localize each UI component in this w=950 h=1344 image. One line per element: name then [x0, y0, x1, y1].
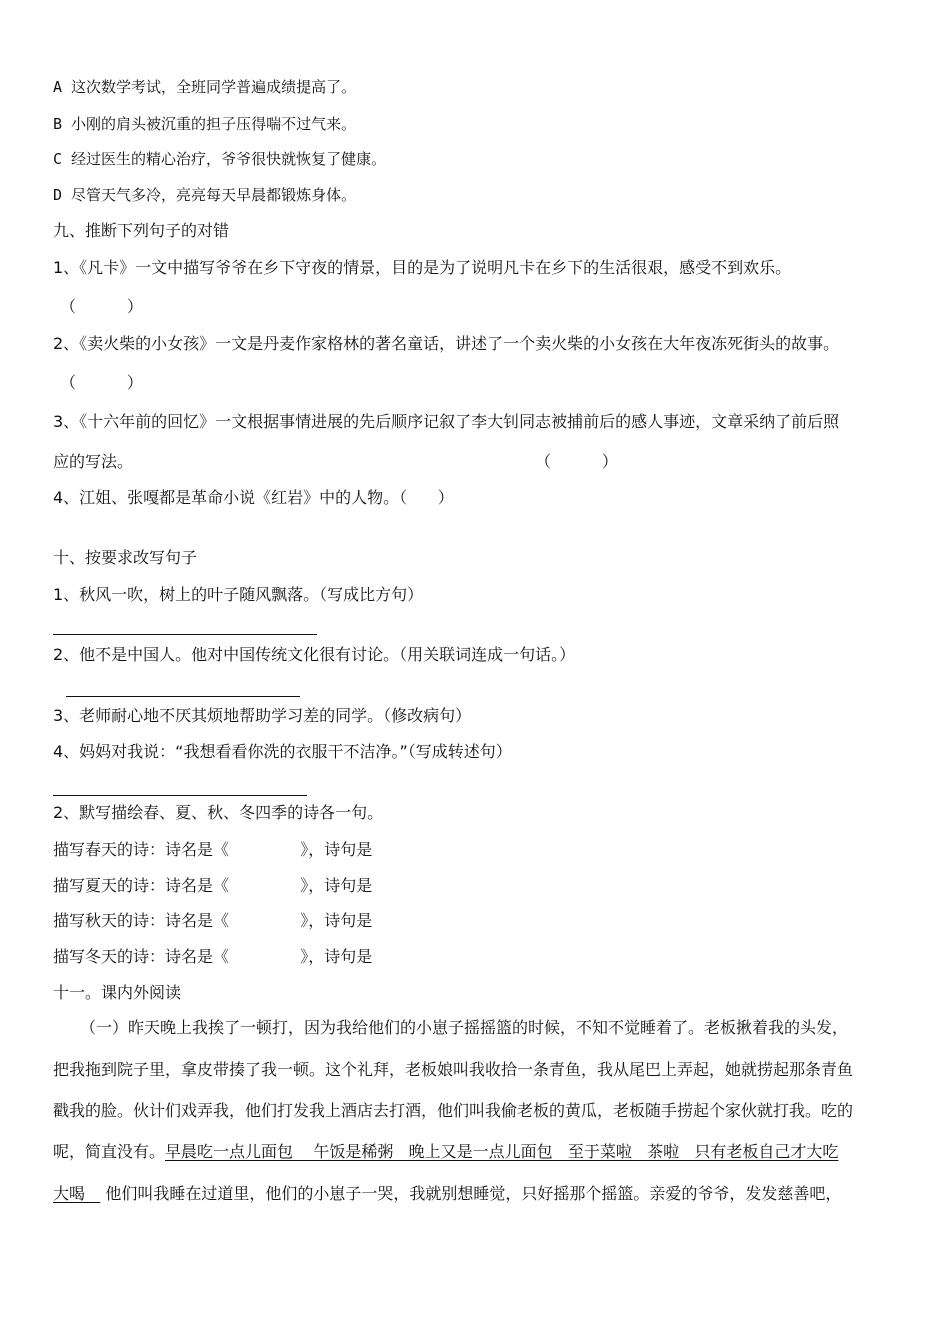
punctuation-blank-text[interactable]: 早晨吃一点儿面包 午饭是稀粥 晚上又是一点儿面包 至于菜啦 茶啦 只有老板自己才大吃 — [165, 1142, 839, 1161]
section-9-q1-answer-paren[interactable]: （ ） — [60, 297, 143, 316]
section-10-q4: 4、妈妈对我说：“我想看看你洗的衣服干不洁净。”（写成转述句） — [53, 742, 512, 761]
section-10-q3: 3、老师耐心地不厌其烦地帮助学习差的同学。（修改病句） — [53, 706, 472, 725]
section-11-title: 十一。课内外阅读 — [53, 983, 182, 1002]
option-d: D 尽管天气多冷，亮亮每天早晨都锻炼身体。 — [53, 186, 357, 204]
section-10-q2: 2、他不是中国人。他对中国传统文化很有讨论。（用关联词连成一句话。） — [53, 645, 576, 664]
poem-spring: 描写春天的诗：诗名是《 》，诗句是 — [53, 840, 373, 859]
section-10-q1: 1、秋风一吹，树上的叶子随风飘落。（写成比方句） — [53, 585, 424, 604]
section-10-q5: 2、默写描绘春、夏、秋、冬四季的诗各一句。 — [53, 803, 384, 822]
reading-text: 呢，简直没有。 — [53, 1142, 166, 1161]
punctuation-blank-text[interactable]: 大喝 — [53, 1184, 101, 1203]
answer-line[interactable] — [66, 696, 300, 697]
reading-paragraph-line-1: （一）昨天晚上我挨了一顿打，因为我给他们的小崽子摇摇篮的时候，不知不觉睡着了。老板揪着我的头发， — [80, 1018, 849, 1037]
section-9-q3-line1: 3、《十六年前的回忆》一文根据事情进展的先后顺序记叙了李大钊同志被捕前后的感人事迹，文章采纳了前后照 — [53, 412, 840, 431]
section-9-title: 九、推断下列句子的对错 — [53, 221, 230, 240]
option-c: C 经过医生的精心治疗，爷爷很快就恢复了健康。 — [53, 150, 387, 168]
section-9-q1: 1、《凡卡》一文中描写爷爷在乡下守夜的情景，目的是为了说明凡卡在乡下的生活很艰，感受不到欢乐。 — [53, 258, 792, 277]
poem-autumn: 描写秋天的诗：诗名是《 》，诗句是 — [53, 911, 373, 930]
section-10-title: 十、按要求改写句子 — [53, 548, 198, 567]
reading-paragraph-line-2: 把我拖到院子里，拿皮带揍了我一顿。这个礼拜，老板娘叫我收拾一条青鱼，我从尾巴上弄起，她就捞起那条青鱼 — [53, 1060, 854, 1079]
section-9-q2: 2、《卖火柴的小女孩》一文是丹麦作家格林的著名童话，讲述了一个卖火柴的小女孩在大年夜冻死街头的故事。 — [53, 334, 840, 353]
reading-text: 他们叫我睡在过道里，他们的小崽子一哭，我就别想睡觉，只好摇那个摇篮。亲爱的爷爷，发发慈善吧， — [100, 1184, 842, 1203]
option-a: A 这次数学考试，全班同学普遍成绩提高了。 — [53, 78, 357, 96]
reading-paragraph-line-4 — [53, 1142, 898, 1162]
section-9-q3-answer-paren[interactable]: （ ） — [535, 452, 618, 471]
poem-winter: 描写冬天的诗：诗名是《 》，诗句是 — [53, 947, 373, 966]
reading-paragraph-line-3: 戳我的脸。伙计们戏弄我，他们打发我上酒店去打酒，他们叫我偷老板的黄瓜，老板随手捞起个家伙就打我。吃的 — [53, 1101, 854, 1120]
option-b: B 小刚的肩头被沉重的担子压得喘不过气来。 — [53, 115, 357, 133]
reading-paragraph-line-5 — [53, 1184, 898, 1204]
section-9-q3-line2: 应的写法。 — [53, 452, 134, 471]
section-9-q4: 4、江姐、张嘎都是革命小说《红岩》中的人物。（ ） — [53, 488, 454, 507]
answer-line[interactable] — [53, 795, 307, 796]
poem-summer: 描写夏天的诗：诗名是《 》，诗句是 — [53, 876, 373, 895]
answer-line[interactable] — [53, 634, 317, 635]
section-9-q2-answer-paren[interactable]: （ ） — [60, 373, 143, 392]
